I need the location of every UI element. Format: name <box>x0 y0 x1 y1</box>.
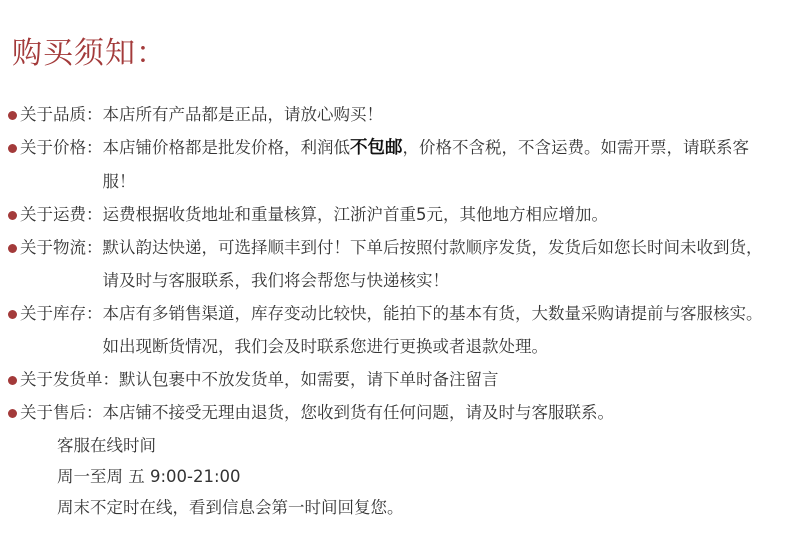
bullet-icon <box>8 244 17 253</box>
notice-text-pre: 本店铺价格都是批发价格，利润低 <box>102 138 350 157</box>
bullet-icon <box>8 211 17 220</box>
notice-text <box>103 131 773 198</box>
service-hours-weekend: 周末不定时在线，看到信息会第一时间回复您。 <box>57 498 404 517</box>
notice-item-quality <box>0 98 790 131</box>
notice-text: 本店铺不接受无理由退货，您收到货有任何问题，请及时与客服联系。 <box>102 403 614 422</box>
bullet-icon <box>8 310 17 319</box>
bullet-icon <box>8 409 17 418</box>
notice-colon: ： <box>102 370 119 389</box>
notice-item-shipping-fee <box>0 198 790 231</box>
notice-text: 本店所有产品都是正品，请放心购买！ <box>102 105 383 124</box>
bullet-icon <box>8 376 17 385</box>
notice-colon: ： <box>86 205 103 224</box>
notice-item-stock <box>0 297 790 363</box>
notice-colon: ： <box>86 238 103 257</box>
notice-colon: ： <box>86 105 103 124</box>
notice-label: 关于库存 <box>20 304 86 323</box>
notice-item-after-sales <box>0 396 790 429</box>
no-free-shipping-emphasis: 不包邮 <box>350 138 403 158</box>
service-hours <box>57 430 404 523</box>
notice-text: 默认包裹中不放发货单，如需要，请下单时备注留言 <box>119 370 499 389</box>
service-hours-heading: 客服在线时间 <box>57 436 156 455</box>
notice-colon: ： <box>86 304 103 323</box>
notice-item-price <box>0 131 790 198</box>
notice-label: 关于发货单 <box>20 370 103 389</box>
bullet-icon <box>8 111 17 120</box>
notice-colon: ： <box>86 138 103 157</box>
notice-label: 关于品质 <box>20 105 86 124</box>
notice-colon: ： <box>86 403 103 422</box>
notice-item-invoice <box>0 363 790 396</box>
notice-label: 关于价格 <box>20 138 86 157</box>
notice-text: 运费根据收货地址和重量核算，江浙沪首重5元，其他地方相应增加。 <box>102 205 608 224</box>
notice-label: 关于售后 <box>20 403 86 422</box>
page-title: 购买须知： <box>12 36 167 71</box>
service-hours-weekday: 周一至周 五 9:00-21:00 <box>57 467 241 486</box>
notice-text: 默认韵达快递，可选择顺丰到付！下单后按照付款顺序发货，发货后如您长时间未收到货，请及时与客服联系，我们将会帮您与快递核实！ <box>102 238 763 290</box>
notice-item-logistics <box>0 231 790 297</box>
notice-text-post: ，价格不含税，不含运费。如需开票，请联系客服！ <box>102 138 749 191</box>
notice-text: 本店有多销售渠道，库存变动比较快，能拍下的基本有货，大数量采购请提前与客服核实。如出现断货情况，我们会及时联系您进行更换或者退款处理。 <box>102 304 763 356</box>
notice-label: 关于物流 <box>20 238 86 257</box>
notice-list <box>0 98 790 429</box>
notice-label: 关于运费 <box>20 205 86 224</box>
bullet-icon <box>8 144 17 153</box>
